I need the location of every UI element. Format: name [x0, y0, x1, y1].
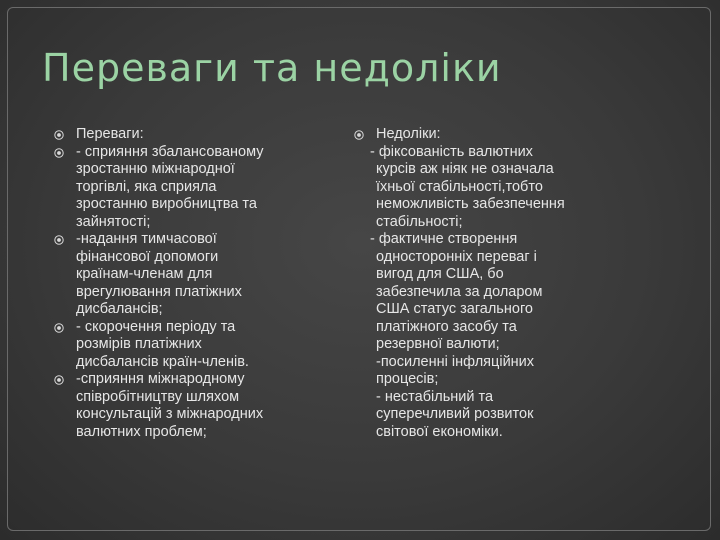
list-item-text: торгівлі, яка сприяла — [76, 178, 217, 195]
list-item-text: процесів; — [376, 371, 439, 387]
list-item-text: -посиленні інфляційних — [376, 353, 535, 370]
target-bullet-icon — [54, 323, 64, 333]
list-item-text: співробітництву шляхом — [76, 388, 240, 405]
list-item-text: - фактичне створення — [370, 231, 518, 247]
list-item-text: -сприяння міжнародному — [76, 371, 245, 387]
list-item-text: односторонніх переваг і — [376, 248, 537, 265]
disadvantages-column — [352, 126, 612, 441]
list-item-text: країнам-членам для — [76, 266, 213, 282]
list-item-text: курсів аж ніяк не означала — [376, 161, 554, 177]
list-item-text: їхньої стабільності,тобто — [376, 178, 543, 195]
list-item-text: врегулювання платіжних — [76, 283, 242, 300]
list-item-text: зростанню виробництва та — [76, 196, 257, 212]
list-item-text: валютних проблем; — [76, 423, 207, 440]
list-item-text: -надання тимчасової — [76, 231, 217, 247]
list-heading: Недоліки: — [376, 126, 441, 142]
list-item-text: розмірів платіжних — [76, 336, 202, 352]
list-item — [52, 144, 322, 232]
list-item-text: суперечливий розвиток — [376, 406, 534, 422]
list-item-text: зайнятості; — [76, 213, 151, 230]
list-item-text: - сприяння збалансованому — [76, 143, 264, 160]
list-item-text: - скорочення періоду та — [76, 318, 236, 335]
target-bullet-icon — [54, 148, 64, 158]
list-item-text: світової економіки. — [376, 423, 503, 440]
list-item — [352, 126, 612, 441]
list-item-text: дисбалансів країн-членів. — [76, 353, 249, 370]
target-bullet-icon — [354, 130, 364, 140]
advantages-column — [52, 126, 322, 441]
slide-title: Переваги та недоліки — [42, 46, 502, 90]
list-item-text: стабільності; — [376, 213, 463, 230]
list-item — [52, 231, 322, 319]
list-item-text: фінансової допомоги — [76, 248, 219, 265]
list-item-text: - фіксованість валютних — [370, 143, 533, 160]
list-item-text: забезпечила за доларом — [376, 283, 543, 300]
list-item — [52, 371, 322, 441]
list-item-text: резервної валюти; — [376, 336, 500, 352]
list-item-text: вигод для США, бо — [376, 266, 504, 282]
target-bullet-icon — [54, 375, 64, 385]
list-item — [52, 319, 322, 372]
target-bullet-icon — [54, 130, 64, 140]
list-item — [52, 126, 322, 144]
list-item-text: Переваги: — [76, 126, 144, 142]
target-bullet-icon — [54, 235, 64, 245]
list-item-text: платіжного засобу та — [376, 318, 517, 335]
list-item-text: дисбалансів; — [76, 301, 163, 317]
list-item-text: неможливість забезпечення — [376, 196, 565, 212]
list-item-text: США статус загального — [376, 301, 533, 317]
list-item-text: консультацій з міжнародних — [76, 406, 264, 422]
list-item-text: - нестабільний та — [376, 388, 494, 405]
list-item-text: зростанню міжнародної — [76, 161, 235, 177]
